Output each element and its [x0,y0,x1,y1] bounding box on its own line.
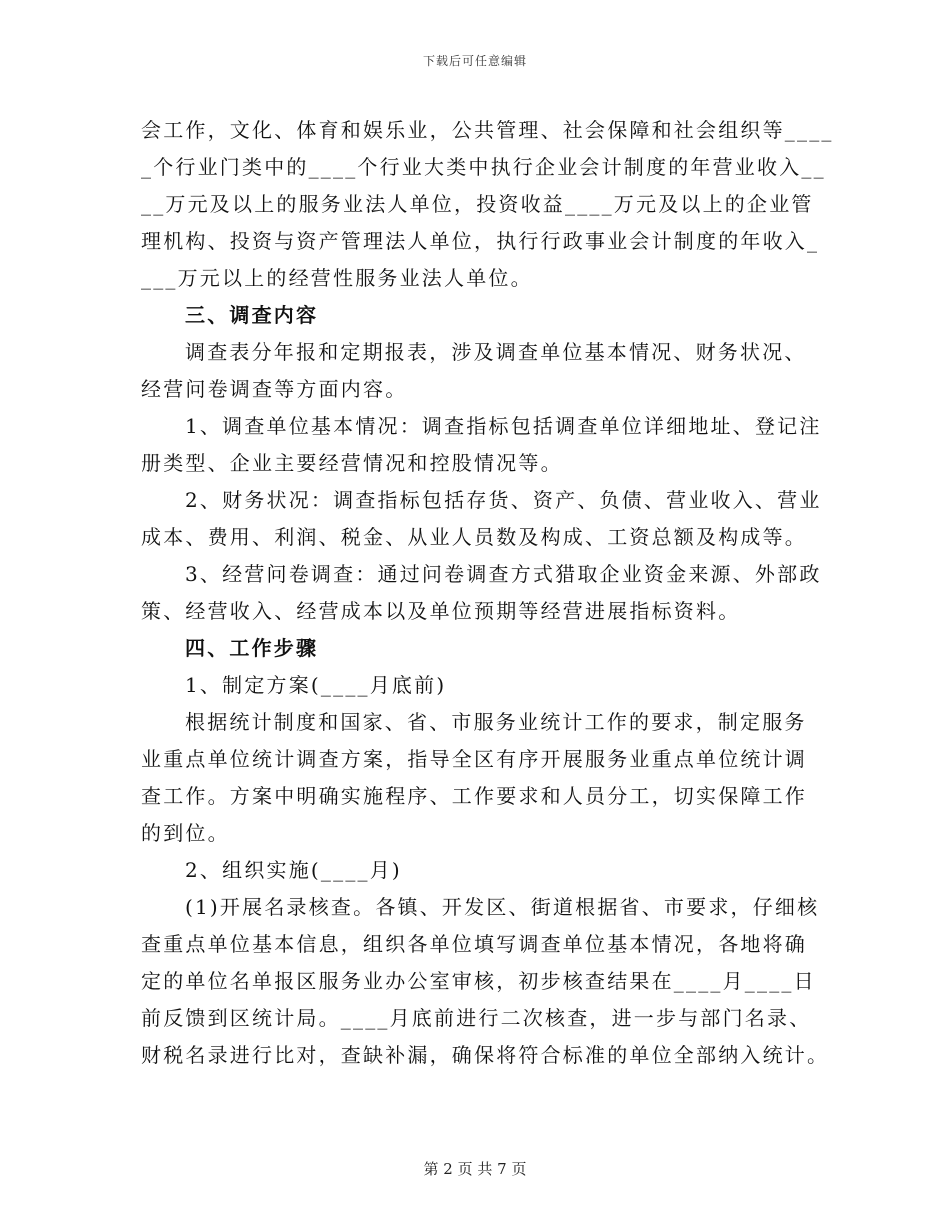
section-heading: 三、调查内容 [185,303,319,327]
page-footer: 第 2 页 共 7 页 [423,1160,527,1178]
document-body [141,112,834,1074]
paragraph-line: (1)开展名录核查。各镇、开发区、街道根据省、市要求，仔细核 [185,895,820,919]
paragraph-line: 财税名录进行比对，查缺补漏，确保将符合标准的单位全部纳入统计。 [141,1043,830,1067]
paragraph-line: 的到位。 [141,821,230,845]
paragraph-line: 2、财务状况：调查指标包括存货、资产、负债、营业收入、营业 [185,488,822,512]
paragraph-line: 调查表分年报和定期报表，涉及调查单位基本情况、财务状况、 [185,340,807,364]
paragraph-line: 册类型、企业主要经营情况和控股情况等。 [141,451,563,475]
paragraph-line: _个行业门类中的____个行业大类中执行企业会计制度的年营业收入__ [141,155,826,179]
paragraph-line: 查工作。方案中明确实施程序、工作要求和人员分工，切实保障工作 [141,784,807,808]
paragraph-line: 1、制定方案(____月底前) [185,673,447,697]
paragraph-line: 会工作，文化、体育和娱乐业，公共管理、社会保障和社会组织等____ [141,118,834,142]
paragraph-line: 定的单位名单报区服务业办公室审核，初步核查结果在____月____日 [141,969,816,993]
paragraph-line: 2、组织实施(____月) [185,858,402,882]
paragraph-line: 前反馈到区统计局。____月底前进行二次核查，进一步与部门名录、 [141,1006,812,1030]
paragraph-line: 理机构、投资与资产管理法人单位，执行行政事业会计制度的年收入_ [141,229,820,253]
paragraph-line: 查重点单位基本信息，组织各单位填写调查单位基本情况，各地将确 [141,932,807,956]
paragraph-line: 根据统计制度和国家、省、市服务业统计工作的要求，制定服务 [185,710,807,734]
paragraph-line: 成本、费用、利润、税金、从业人员数及构成、工资总额及构成等。 [141,525,807,549]
paragraph-line: 策、经营收入、经营成本以及单位预期等经营进展指标资料。 [141,599,741,623]
paragraph-line: __万元及以上的服务业法人单位，投资收益____万元及以上的企业管 [141,192,814,216]
page-header: 下载后可任意编辑 [422,54,527,68]
section-heading: 四、工作步骤 [185,636,319,660]
paragraph-line: ___万元以上的经营性服务业法人单位。 [141,266,533,290]
paragraph-line: 经营问卷调查等方面内容。 [141,377,408,401]
paragraph-line: 业重点单位统计调查方案，指导全区有序开展服务业重点单位统计调 [141,747,807,771]
paragraph-line: 3、经营问卷调查：通过问卷调查方式猎取企业资金来源、外部政 [185,562,822,586]
paragraph-line: 1、调查单位基本情况：调查指标包括调查单位详细地址、登记注 [185,414,822,438]
